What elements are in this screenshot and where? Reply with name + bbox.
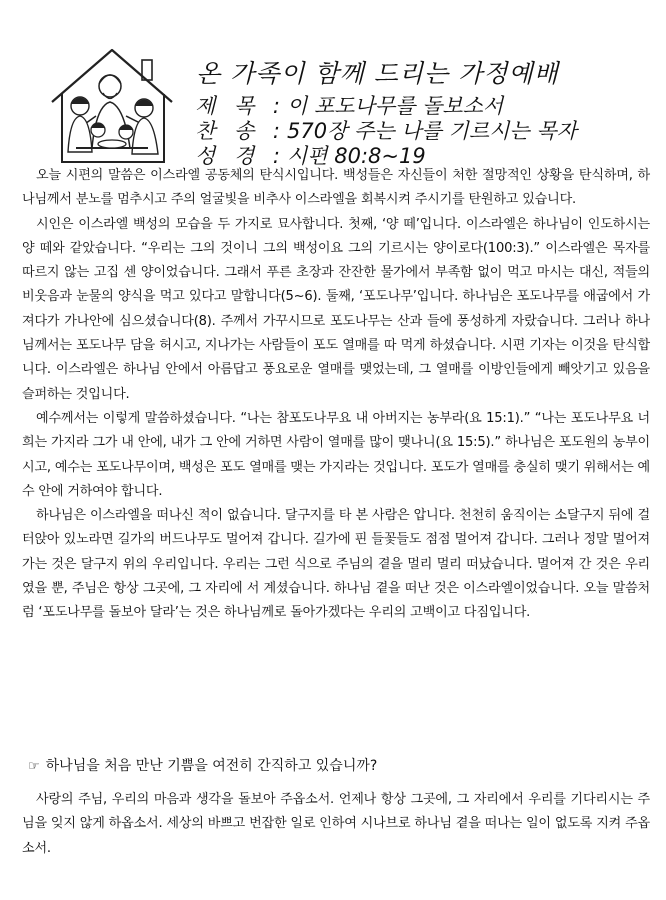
hymn-label: 찬 송 : bbox=[195, 119, 286, 143]
topic-label: 제 목 : bbox=[195, 94, 286, 118]
question-text: 하나님을 처음 만난 기쁨을 여전히 간직하고 있습니까? bbox=[45, 758, 378, 774]
scripture-value: 시편 80:8~19 bbox=[287, 144, 426, 168]
hymn-value: 570장 주는 나를 기르시는 목자 bbox=[287, 119, 577, 143]
prayer-text: 사랑의 주님, 우리의 마음과 생각을 돌보아 주옵소서. 언제나 항상 그곳에, 그 자리에서 우리를 기다리시는 주님을 잊지 않게 하옵소서. 세상의 바쁘고 번잡한 일로 인하여 시나브로 하나님 곁을 떠나는 일이 없도록 지켜 주옵소서. bbox=[22, 792, 650, 856]
sermon-paragraph: 하나님은 이스라엘을 떠나신 적이 없습니다. 달구지를 타 본 사람은 압니다. 천천히 움직이는 소달구지 뒤에 걸터앉아 있노라면 길가의 버드나무도 멀어져 갑니다. 길가에 핀 들꽃들도 점점 멀어져 갑니다. 그러나 정말 멀어져 가는 것은 달구지 위의 우리입니다. 우리는 그런 식으로 주님의 곁을 멀리 멀리 떠났습니다. 멀어져 간 것은 우리였을 뿐, 주님은 항상 그곳에, 그 자리에 서 계셨습니다. 하나님 곁을 떠난 것은 이스라엘이었습니다. 오늘 말씀처럼 ‘포도나무를 돌보아 달라’는 것은 하나님께로 돌아가겠다는 우리의 고백이고 다짐입니다. bbox=[22, 508, 650, 621]
topic-value: 이 포도나무를 돌보소서 bbox=[287, 94, 504, 118]
family-with-jesus-illustration bbox=[46, 44, 178, 166]
reflection-question bbox=[28, 755, 377, 775]
page-title: 온 가족이 함께 드리는 가정예배 bbox=[196, 59, 559, 88]
sermon-paragraph: 오늘 시편의 말씀은 이스라엘 공동체의 탄식시입니다. 백성들은 자신들이 처한 절망적인 상황을 탄식하며, 하나님께서 분노를 멈추시고 주의 얼굴빛을 비추사 이스라엘을 회복시켜 주시기를 탄원하고 있습니다. bbox=[22, 168, 650, 208]
scripture-label: 성 경 : bbox=[195, 144, 286, 168]
pointing-hand-icon: ☞ bbox=[28, 759, 40, 774]
sermon-paragraph: 예수께서는 이렇게 말씀하셨습니다. “나는 참포도나무요 내 아버지는 농부라(요 15:1).” “나는 포도나무요 너희는 가지라 그가 내 안에, 내가 그 안에 거하면 사람이 열매를 많이 맺나니(요 15:5).” 하나님은 포도원의 농부이시고, 예수는 포도나무이며, 백성은 포도 열매를 맺는 가지라는 것입니다. 포도가 열매를 충실히 맺기 위해서는 예수 안에 거하여야 합니다. bbox=[22, 410, 650, 499]
sermon-body bbox=[22, 164, 650, 626]
sermon-paragraph: 시인은 이스라엘 백성의 모습을 두 가지로 묘사합니다. 첫째, ‘양 떼’입니다. 이스라엘은 하나님이 인도하시는 양 떼와 같았습니다. “우리는 그의 것이니 그의 백성이요 그의 기르시는 양이로다(100:3).” 이스라엘은 목자를 따르지 않는 고집 센 양이었습니다. 그래서 푸른 초장과 잔잔한 물가에서 부족함 없이 먹고 마시는 대신, 적들의 비웃음과 눈물의 양식을 먹고 있다고 말합니다(5~6). 둘째, ‘포도나무’입니다. 하나님은 포도나무를 애굽에서 가져다가 가나안에 심으셨습니다(8). 주께서 가꾸시므로 포도나무는 산과 들에 풍성하게 자랐습니다. 그러나 하나님께서는 포도나무 담을 허시고, 지나가는 사람들이 포도 열매를 따 먹게 하셨습니다. 시편 기자는 이것을 탄식합니다. 이스라엘은 하나님 안에서 아름답고 풍요로운 열매를 맺었는데, 그 열매를 이방인들에게 빼앗기고 있음을 슬퍼하는 것입니다. bbox=[22, 216, 650, 402]
closing-prayer bbox=[22, 788, 650, 861]
